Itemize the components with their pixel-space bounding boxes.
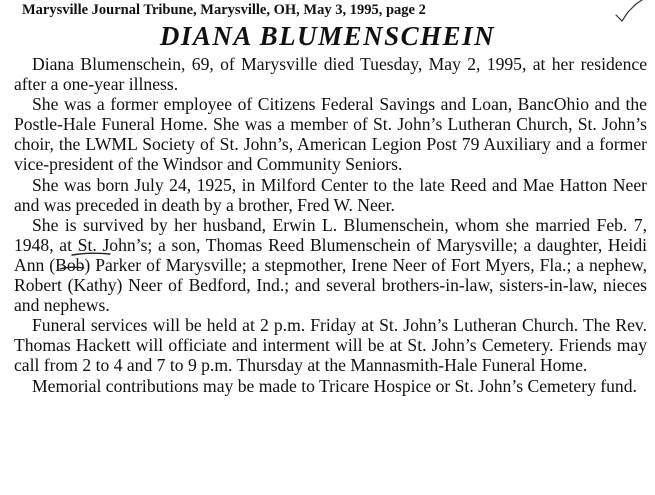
obituary-body xyxy=(14,54,647,396)
paragraph-employment: She was a former employee of Citizens Federal Savings and Loan, BancOhio and the Postle-Hale Funeral Home. She was a member of St. John’s Lutheran Church, St. John’s choir, the LWML Society of St. John’s, American Legion Post 79 Auxiliary and a former vice-president of the Windsor and Community Seniors. xyxy=(14,94,647,175)
paragraph-death-notice: Diana Blumenschein, 69, of Marysville died Tuesday, May 2, 1995, at her residence after a one-year illness. xyxy=(14,54,647,95)
source-citation: Marysville Journal Tribune, Marysville, OH, May 3, 1995, page 2 xyxy=(22,2,426,18)
obituary-headline: DIANA BLUMENSCHEIN xyxy=(159,21,496,51)
paragraph-services: Funeral services will be held at 2 p.m. Friday at St. John’s Lutheran Church. The Rev. Thomas Hackett will officiate and interment will be at St. John’s Cemetery. Friends may call from 2 to 4 and 7 to 9 p.m. Thursday at the Mannasmith-Hale Funeral Home. xyxy=(14,315,647,376)
paragraph-survivors: She is survived by her husband, Erwin L. Blumenschein, whom she married Feb. 7, 1948, at St. John’s; a son, Thomas Reed Blumenschein of Marysville; a daughter, Heidi Ann (Bob) Parker of Marysville; a stepmother, Irene Neer of Fort Myers, Fla.; a nephew, Robert (Kathy) Neer of Bedford, Ind.; and several brothers-in-law, sisters-in-law, nieces and nephews. xyxy=(14,214,647,316)
paragraph-memorials: Memorial contributions may be made to Tricare Hospice or St. John’s Cemetery fund. xyxy=(32,375,637,396)
check-mark-icon xyxy=(614,0,644,22)
paragraph-birth: She was born July 24, 1925, in Milford Center to the late Reed and Mae Hatton Neer and was preceded in death by a brother, Fred W. Neer. xyxy=(14,174,647,215)
